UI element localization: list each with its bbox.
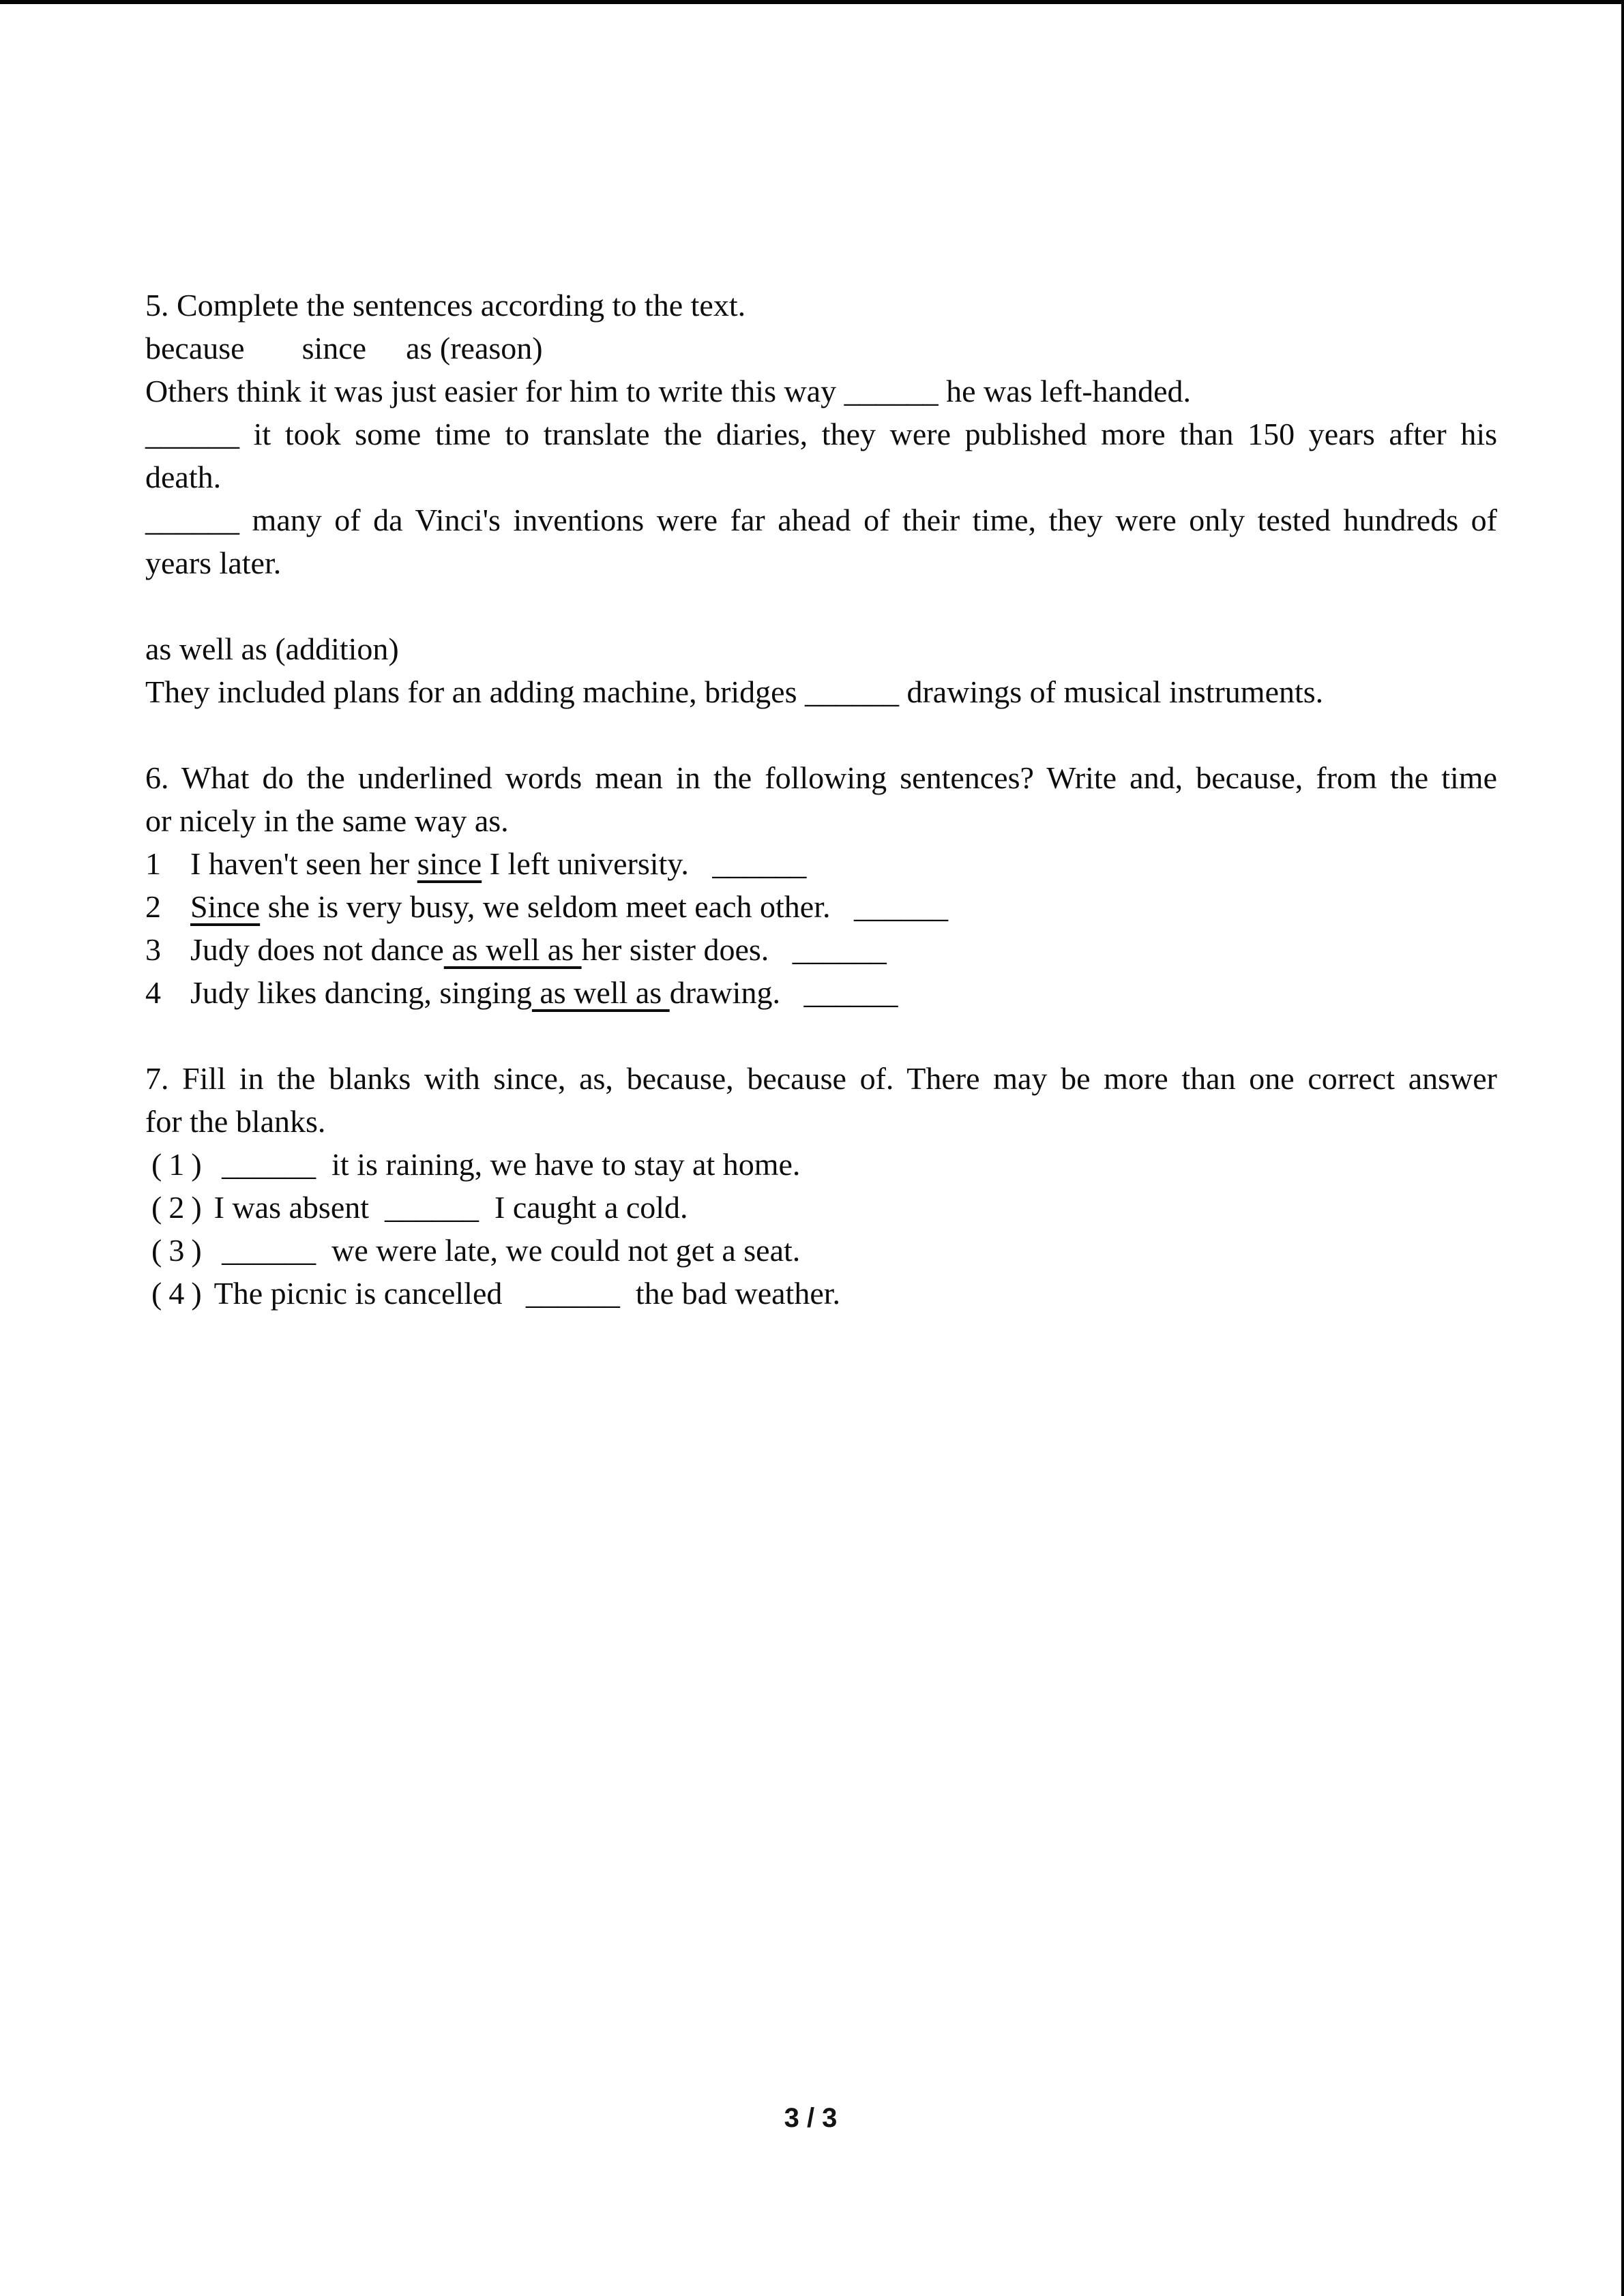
item-text-post: drawing. ______ [669,975,898,1010]
worksheet-page [145,284,1497,1315]
underlined-word: Since [190,889,261,924]
item-text: I was absent ______ I caught a cold. [213,1190,688,1225]
item-number: 1 [145,846,161,881]
item-number: (3) [151,1233,209,1268]
word-bank-option-as-reason: as (reason) [406,331,543,366]
item-text-pre: Judy does not dance [190,932,444,967]
item-number: 2 [145,889,161,924]
word-bank-option-because: because [145,331,245,366]
q7-item-3 [145,1229,1497,1272]
item-number: (2) [151,1190,209,1225]
item-text-post: I left university. ______ [482,846,807,881]
item-text-post: she is very busy, we seldom meet each other. ______ [260,889,948,924]
q5-sentence-3-line-1: ______ many of da Vinci's inventions were far ahead of their time, they were only tested hundreds of [145,503,1497,537]
q7-item-2 [145,1186,1497,1229]
q6-item-4 [145,971,1497,1014]
q5-sentence-2-line-1: ______ it took some time to translate the diaries, they were published more than 150 years after his [145,417,1497,451]
item-number: (4) [151,1276,209,1311]
q6-title-line-1: 6. What do the underlined words mean in the following sentences? Write and, because, from the time [145,760,1497,795]
page-top-border [0,0,1624,4]
item-text-post: her sister does. ______ [581,932,887,967]
item-text-pre: I haven't seen her [190,846,417,881]
q7-item-1 [145,1143,1497,1186]
q6-item-3 [145,928,1497,971]
q5-sentence-4: They included plans for an adding machine, bridges ______ drawings of musical instruments. [145,674,1324,709]
item-number: 4 [145,975,161,1010]
q7-title-line-2: for the blanks. [145,1104,326,1139]
item-number: (1) [151,1147,209,1182]
q5-sentence-3-line-2: years later. [145,546,282,580]
q5-sentence-1: Others think it was just easier for him to write this way ______ he was left-handed. [145,374,1192,408]
item-text: The picnic is cancelled ______ the bad weather. [213,1276,841,1311]
page-number: 3 / 3 [784,2103,838,2133]
word-bank-option-since: since [301,331,367,366]
q6-item-1 [145,842,1497,885]
q7-item-4 [145,1272,1497,1315]
underlined-word: since [417,846,482,881]
q7-title-line-1: 7. Fill in the blanks with since, as, because, because of. There may be more than one correct answer [145,1061,1497,1096]
q5-sentence-2-line-2: death. [145,460,222,494]
item-text: ______ it is raining, we have to stay at home. [213,1147,801,1182]
underlined-word: as well as [531,975,670,1010]
q6-title-line-2: or nicely in the same way as. [145,803,509,838]
page-right-border [1621,0,1624,2296]
item-text: ______ we were late, we could not get a seat. [213,1233,801,1268]
q5-title: 5. Complete the sentences according to the text. [145,288,746,323]
q6-item-2 [145,885,1497,928]
q5-addition-heading: as well as (addition) [145,631,399,666]
item-number: 3 [145,932,161,967]
item-text-pre: Judy likes dancing, singing [190,975,532,1010]
underlined-word: as well as [443,932,582,967]
q5-word-bank [145,327,1497,370]
